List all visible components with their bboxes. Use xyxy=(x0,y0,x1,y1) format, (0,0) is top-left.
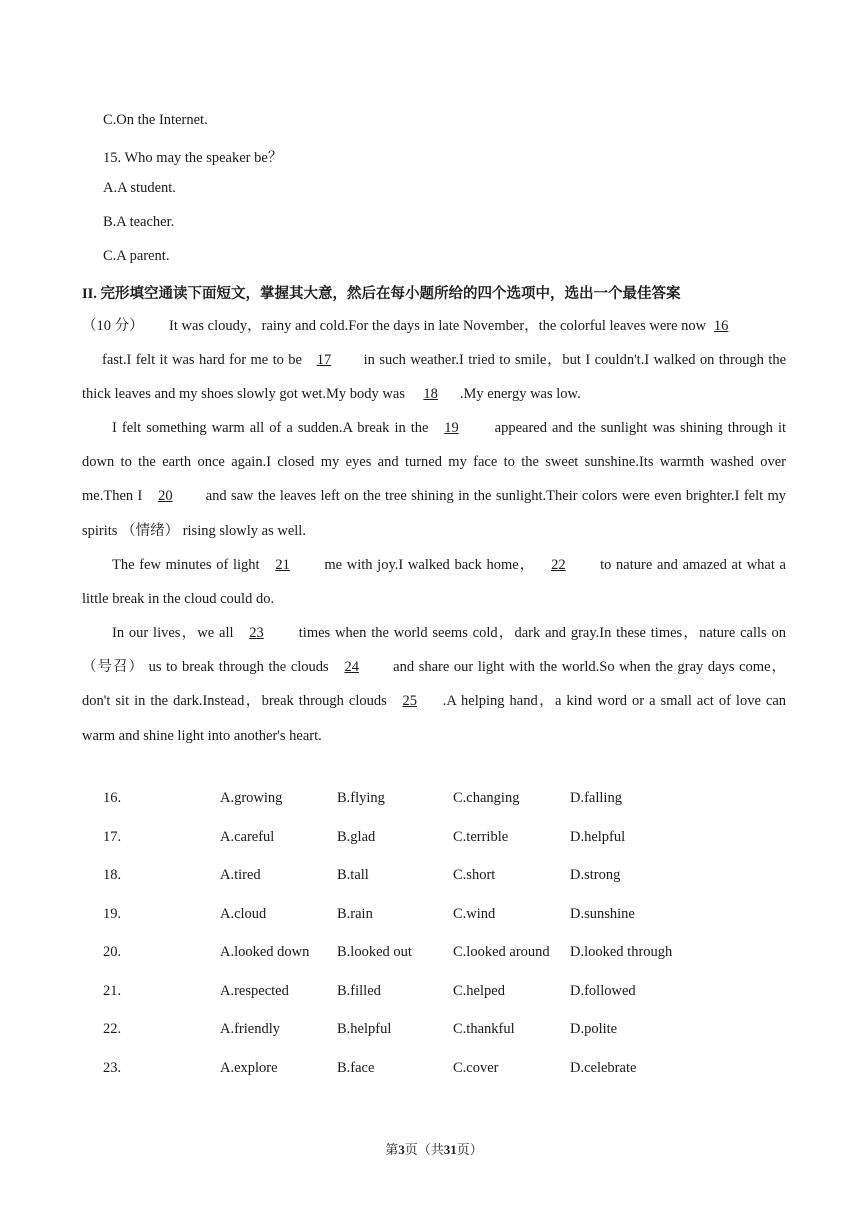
option-a[interactable]: A.friendly xyxy=(220,1021,280,1037)
option-d[interactable]: D.celebrate xyxy=(570,1059,637,1076)
passage-paragraph-1 xyxy=(82,309,786,412)
option-b[interactable]: B.flying xyxy=(337,790,385,806)
p4-text-3: and share our light with the world.So when the gray days come，don't sit in the dark.Instead，break through clouds xyxy=(82,659,786,710)
q15-option-a: A.A student. xyxy=(103,180,176,196)
option-b[interactable]: B.face xyxy=(337,1059,375,1076)
footer-page-number: 3 xyxy=(398,1142,405,1157)
blank-25: 25 xyxy=(402,693,418,710)
option-a[interactable]: A.cloud xyxy=(220,905,267,922)
page-footer xyxy=(0,1139,868,1158)
option-b[interactable]: B.tall xyxy=(337,867,369,883)
option-d[interactable]: D.falling xyxy=(570,790,622,806)
option-c[interactable]: C.thankful xyxy=(453,1021,515,1037)
blank-19: 19 xyxy=(444,420,459,436)
option-number: 18. xyxy=(103,867,122,883)
option-number: 22. xyxy=(103,1021,122,1037)
option-d[interactable]: D.looked through xyxy=(570,944,673,960)
footer-middle: 页（共 xyxy=(404,1142,444,1157)
option-a[interactable]: A.careful xyxy=(220,828,275,845)
option-number: 20. xyxy=(103,944,122,960)
option-c[interactable]: C.wind xyxy=(453,905,496,922)
option-b[interactable]: B.filled xyxy=(337,982,381,999)
p2-text-3: and saw the leaves left on the tree shining in the sunlight.Their colors were even brighter.I felt my spirits （情绪） rising slowly as well. xyxy=(82,488,787,539)
option-number: 19. xyxy=(103,905,122,922)
footer-prefix: 第 xyxy=(385,1142,399,1157)
p3-text-1: The few minutes of light xyxy=(112,557,260,573)
option-d[interactable]: D.strong xyxy=(570,867,621,883)
p1-text-3: in such weather.I tried to smile，but I couldn't.I walked on through the thick leaves and my shoes slowly got wet.My body was xyxy=(82,352,786,403)
option-number: 21. xyxy=(103,982,122,999)
p1-text-4: .My energy was low. xyxy=(459,386,581,403)
blank-23: 23 xyxy=(249,625,264,641)
blank-24: 24 xyxy=(344,659,359,676)
q14-option-c: C.On the Internet. xyxy=(103,112,208,128)
option-a[interactable]: A.looked down xyxy=(220,944,310,960)
option-a[interactable]: A.explore xyxy=(220,1059,278,1076)
option-c[interactable]: C.helped xyxy=(453,982,505,999)
p3-text-3: to nature and amazed at what a little break in the cloud could do. xyxy=(82,557,786,608)
section-score: （10 分） xyxy=(82,318,144,334)
option-a[interactable]: A.respected xyxy=(220,982,289,999)
option-b[interactable]: B.rain xyxy=(337,905,373,922)
option-c[interactable]: C.looked around xyxy=(453,944,550,960)
option-c[interactable]: C.cover xyxy=(453,1059,499,1076)
blank-20: 20 xyxy=(158,488,173,505)
option-number: 23. xyxy=(103,1059,122,1076)
option-d[interactable]: D.polite xyxy=(570,1021,618,1037)
option-number: 16. xyxy=(103,790,122,806)
option-a[interactable]: A.growing xyxy=(220,790,283,806)
blank-22: 22 xyxy=(551,557,566,573)
footer-suffix: 页） xyxy=(456,1142,483,1157)
option-d[interactable]: D.followed xyxy=(570,982,636,999)
p4-text-2: times when the world seems cold，dark and gray.In these times，nature calls on （号召） us to break through the clouds xyxy=(82,625,786,676)
option-a[interactable]: A.tired xyxy=(220,867,261,883)
blank-21: 21 xyxy=(275,557,290,573)
passage-paragraph-4 xyxy=(82,616,786,753)
blank-16: 16 xyxy=(713,318,729,334)
option-b[interactable]: B.glad xyxy=(337,828,376,845)
p1-text-1: It was cloudy，rainy and cold.For the days in late November，the colorful leaves were now xyxy=(169,318,707,334)
passage-paragraph-2 xyxy=(82,411,786,548)
section-heading: II. 完形填空通读下面短文，掌握其大意，然后在每小题所给的四个选项中，选出一个最佳答案 xyxy=(82,286,681,302)
blank-18: 18 xyxy=(423,386,438,403)
p2-text-1: I felt something warm all of a sudden.A break in the xyxy=(112,420,429,436)
q15-question: 15. Who may the speaker be？ xyxy=(103,150,283,166)
p4-text-1: In our lives，we all xyxy=(112,625,234,641)
option-d[interactable]: D.sunshine xyxy=(570,905,635,922)
option-c[interactable]: C.terrible xyxy=(453,828,509,845)
option-b[interactable]: B.looked out xyxy=(337,944,412,960)
option-c[interactable]: C.short xyxy=(453,867,496,883)
p1-text-2: fast.I felt it was hard for me to be xyxy=(102,352,302,369)
option-d[interactable]: D.helpful xyxy=(570,828,626,845)
footer-total-pages: 31 xyxy=(443,1142,457,1157)
option-c[interactable]: C.changing xyxy=(453,790,520,806)
blank-17: 17 xyxy=(316,352,332,369)
q15-option-b: B.A teacher. xyxy=(103,214,175,230)
p2-text-2: appeared and the sunlight was shining through it down to the earth once again.I closed my eyes and turned my face to the sweet sunshine.Its warmth washed over me.Then I xyxy=(82,420,786,505)
passage-paragraph-3 xyxy=(82,548,786,616)
option-b[interactable]: B.helpful xyxy=(337,1021,392,1037)
q15-option-c: C.A parent. xyxy=(103,248,170,264)
option-number: 17. xyxy=(103,828,122,845)
p3-text-2: me with joy.I walked back home， xyxy=(324,557,536,573)
p4-text-4: .A helping hand，a kind word or a small act of love can warm and shine light into another's heart. xyxy=(82,693,786,744)
